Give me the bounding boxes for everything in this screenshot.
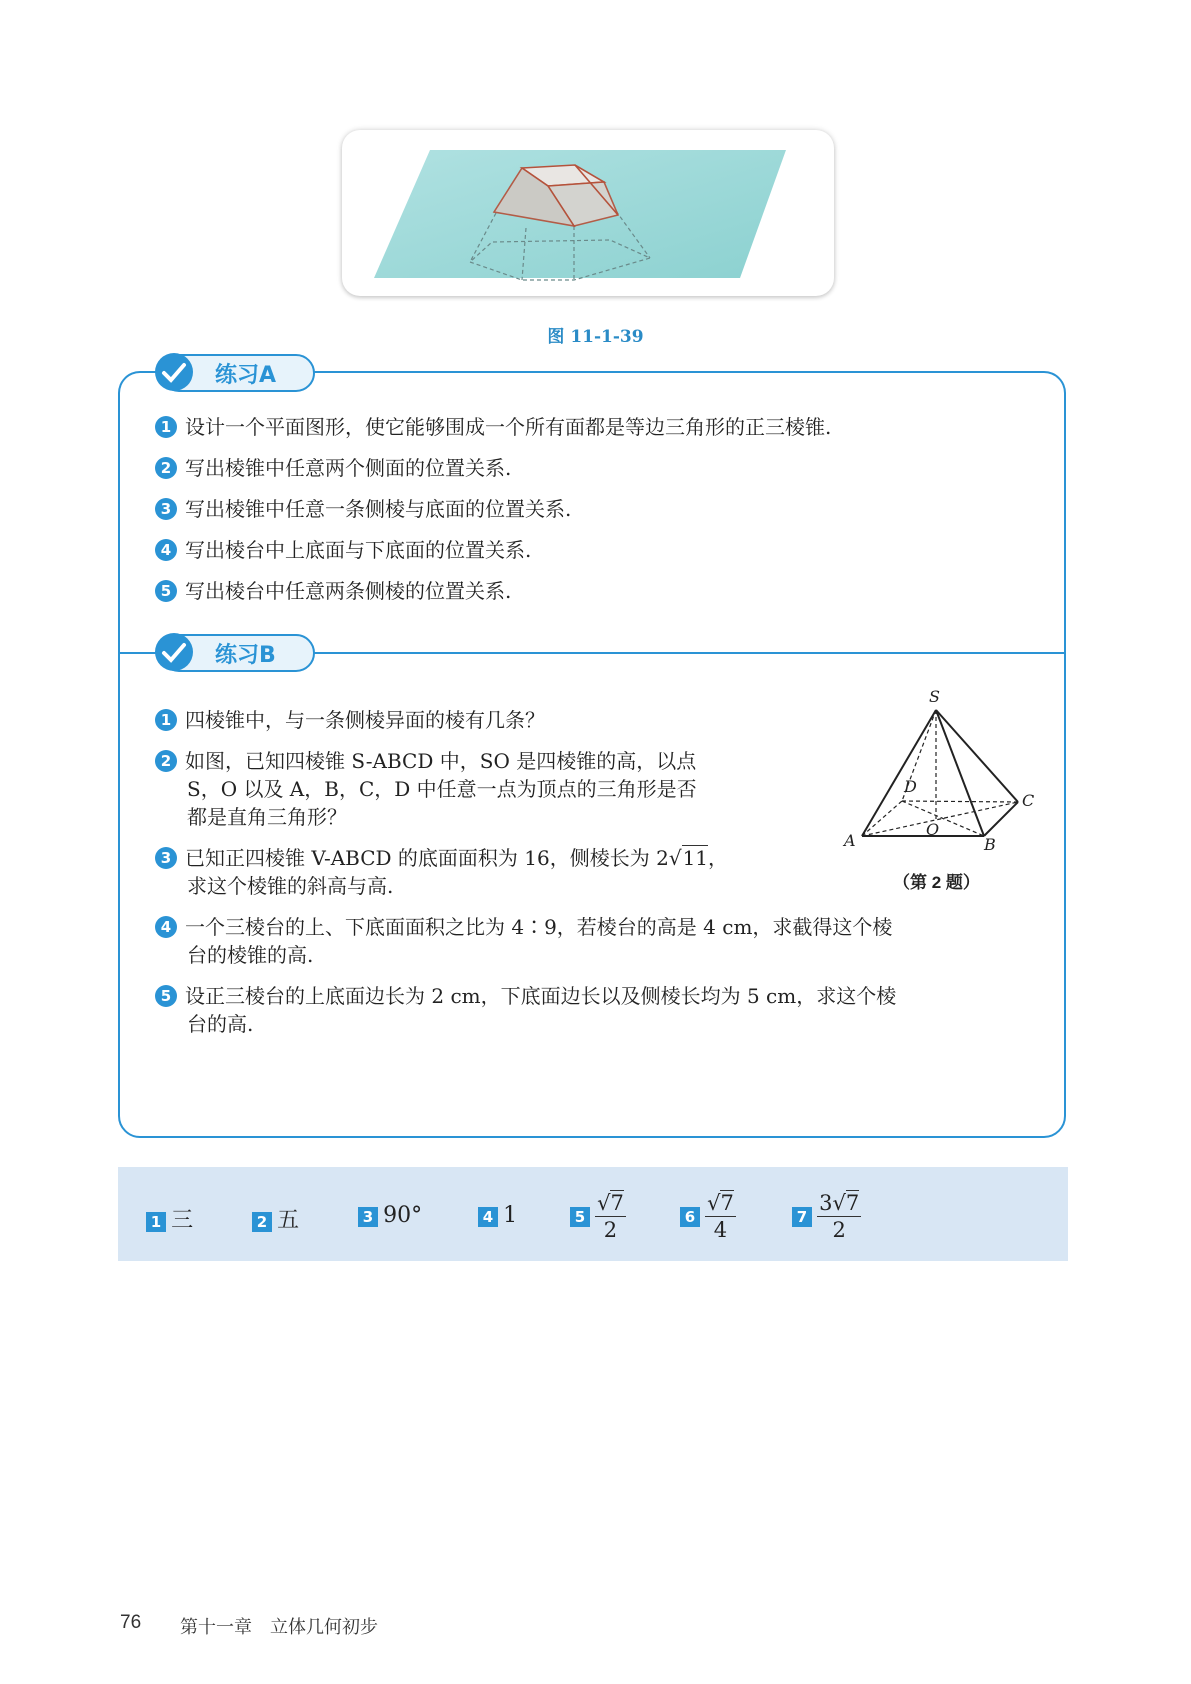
fraction: $\frac{√7}{4}$ — [707, 1191, 734, 1242]
label-b: B — [984, 835, 996, 854]
item-text: 四棱锥中，与一条侧棱异面的棱有几条？ — [185, 708, 545, 732]
label-d: D — [904, 777, 917, 796]
item-number: 2 — [155, 750, 177, 772]
item-number: 4 — [155, 539, 177, 561]
answer-number: 4 — [478, 1207, 498, 1227]
item-text: 台的棱锥的高. — [187, 943, 314, 967]
label-a: A — [844, 831, 856, 850]
list-item — [155, 577, 1035, 605]
list-item — [155, 413, 1035, 441]
answer-number: 1 — [146, 1212, 166, 1232]
item-number: 5 — [155, 985, 177, 1007]
item-text: 一个三棱台的上、下底面面积之比为 4∶9，若棱台的高是 4 cm，求截得这个棱 — [185, 915, 893, 939]
fraction: $\frac{3√7}{2}$ — [819, 1191, 860, 1242]
label-o: O — [926, 820, 940, 839]
item-number: 3 — [155, 847, 177, 869]
exercise-b-title: 练习B — [215, 643, 276, 668]
list-item — [155, 982, 1035, 1038]
item-text: 设计一个平面图形，使它能够围成一个所有面都是等边三角形的正三棱锥. — [185, 415, 832, 439]
item-number: 2 — [155, 457, 177, 479]
answer-item — [252, 1203, 299, 1234]
list-item: 3 已知正四棱锥 V-ABCD 的底面面积为 16，侧棱长为 2√11， 求这个棱锥的斜高与高. — [155, 844, 1035, 900]
answer-number: 2 — [252, 1212, 272, 1232]
item-text: 已知正四棱锥 V-ABCD 的底面面积为 16，侧棱长为 2 — [185, 846, 669, 870]
list-item — [155, 454, 1035, 482]
item-text: 写出棱锥中任意两个侧面的位置关系. — [185, 456, 512, 480]
item-text: 写出棱台中上底面与下底面的位置关系. — [185, 538, 532, 562]
item-text: 如图，已知四棱锥 S-ABCD 中，SO 是四棱锥的高，以点 — [185, 749, 697, 773]
answer-value: 五 — [277, 1208, 300, 1233]
label-s: S — [929, 688, 940, 706]
item-number: 1 — [155, 709, 177, 731]
answer-value: 三 — [171, 1208, 194, 1233]
label-c: C — [1022, 791, 1035, 810]
list-item — [155, 495, 1035, 523]
pencil-check-icon — [155, 633, 193, 671]
answer-number: 7 — [792, 1207, 812, 1227]
list-item — [155, 536, 1035, 564]
item-number: 4 — [155, 916, 177, 938]
item-number: 5 — [155, 580, 177, 602]
page-number: 76 — [120, 1612, 142, 1633]
list-item — [155, 913, 1035, 969]
answer-number: 3 — [358, 1207, 378, 1227]
item-number: 1 — [155, 416, 177, 438]
answer-item — [146, 1203, 193, 1234]
exercise-a-title: 练习A — [215, 363, 277, 388]
item-text: 台的高. — [187, 1012, 254, 1036]
frustum-plane-illustration — [342, 130, 834, 296]
answer-value: 90° — [383, 1203, 423, 1228]
pencil-check-icon — [155, 353, 193, 391]
figure-card — [342, 130, 834, 296]
answer-value: 1 — [503, 1203, 518, 1228]
chapter-title: 第十一章 立体几何初步 — [180, 1617, 378, 1638]
answer-number: 5 — [570, 1207, 590, 1227]
answer-item — [478, 1203, 517, 1228]
answer-item — [570, 1190, 626, 1243]
sqrt-expression: √11 — [668, 846, 709, 870]
item-text: 都是直角三角形？ — [187, 805, 347, 829]
answer-item — [358, 1203, 422, 1228]
answer-item — [680, 1190, 736, 1243]
item-text: S，O 以及 A，B，C，D 中任意一点为顶点的三角形是否 — [187, 777, 697, 801]
radicand: 11 — [682, 846, 709, 870]
item-text: 设正三棱台的上底面边长为 2 cm，下底面边长以及侧棱长均为 5 cm，求这个棱 — [185, 984, 897, 1008]
item-text: 写出棱锥中任意一条侧棱与底面的位置关系. — [185, 497, 572, 521]
item-number: 3 — [155, 498, 177, 520]
exercise-a-list — [155, 413, 1035, 605]
item-text: 求这个棱锥的斜高与高. — [187, 874, 394, 898]
answer-number: 6 — [680, 1207, 700, 1227]
figure-caption: 图 11-1-39 — [547, 327, 644, 347]
answer-item — [792, 1190, 861, 1243]
diagram-caption: （第 2 题） — [893, 873, 980, 892]
fraction: $\frac{√7}{2}$ — [597, 1191, 624, 1242]
item-text: 写出棱台中任意两条侧棱的位置关系. — [185, 579, 512, 603]
pyramid-diagram — [840, 688, 1040, 858]
